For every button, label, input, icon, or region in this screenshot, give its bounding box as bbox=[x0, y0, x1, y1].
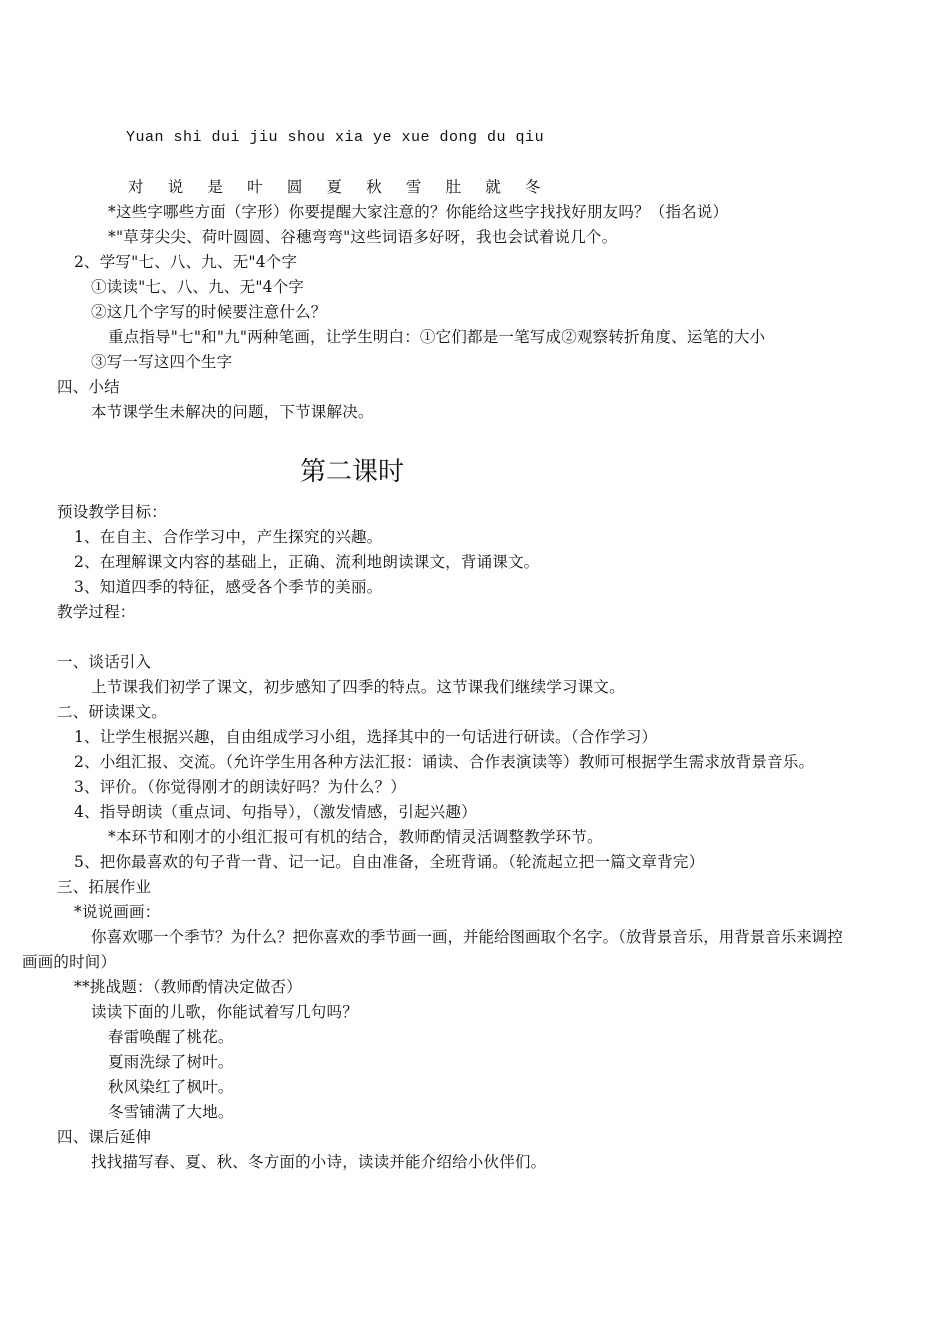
poem-line: 冬雪铺满了大地。 bbox=[108, 1103, 234, 1121]
text-line: 你喜欢哪一个季节？为什么？把你喜欢的季节画一画，并能给图画取个名字。（放背景音乐，用背景音乐来调控 bbox=[91, 928, 843, 946]
character: 肚 bbox=[445, 178, 462, 196]
character: 说 bbox=[167, 178, 184, 196]
character: 夏 bbox=[326, 178, 343, 196]
text-line: 本节课学生未解决的问题，下节课解决。 bbox=[91, 403, 374, 421]
section-heading: 三、拓展作业 bbox=[57, 878, 152, 896]
text-line: 1、让学生根据兴趣，自由组成学习小组，选择其中的一句话进行研读。（合作学习） bbox=[74, 728, 658, 746]
text-line: 2、小组汇报、交流。（允许学生用各种方法汇报：诵读、合作表演读等）教师可根据学生需求放背景音乐。 bbox=[74, 753, 815, 771]
text-line: 上节课我们初学了课文，初步感知了四季的特点。这节课我们继续学习课文。 bbox=[91, 678, 625, 696]
section-heading: 教学过程： bbox=[57, 603, 136, 621]
page-title: 第二课时 bbox=[300, 457, 405, 487]
section-heading: 四、课后延伸 bbox=[57, 1128, 152, 1146]
text-line: 2、在理解课文内容的基础上，正确、流利地朗读课文，背诵课文。 bbox=[74, 553, 540, 571]
text-line: **挑战题：（教师酌情决定做否） bbox=[74, 978, 302, 996]
text-line: ③写一写这四个生字 bbox=[91, 353, 233, 371]
text-line: *"草芽尖尖、荷叶圆圆、谷穗弯弯"这些词语多好呀，我也会试着说几个。 bbox=[108, 228, 618, 246]
character: 冬 bbox=[525, 178, 541, 196]
text-line: 重点指导"七"和"九"两种笔画，让学生明白：①它们都是一笔写成②观察转折角度、运笔的大小 bbox=[108, 328, 766, 346]
character: 对 bbox=[128, 178, 144, 196]
section-heading: 四、小结 bbox=[57, 378, 120, 396]
text-line: 读读下面的儿歌，你能试着写几句吗？ bbox=[91, 1003, 358, 1021]
section-heading: 预设教学目标： bbox=[57, 503, 167, 521]
text-line: *本环节和刚才的小组汇报可有机的结合，教师酌情灵活调整教学环节。 bbox=[108, 828, 603, 846]
text-line: 3、知道四季的特征，感受各个季节的美丽。 bbox=[74, 578, 383, 596]
text-line: 4、指导朗读（重点词、句指导），（激发情感，引起兴趣） bbox=[74, 803, 477, 821]
character: 雪 bbox=[405, 178, 422, 196]
text-line: 3、评价。（你觉得刚才的朗读好吗？为什么？） bbox=[74, 778, 407, 796]
pinyin-line: Yuan shi dui jiu shou xia ye xue dong du qiu bbox=[126, 129, 545, 146]
poem-line: 夏雨洗绿了树叶。 bbox=[108, 1053, 234, 1071]
text-line: 1、在自主、合作学习中，产生探究的兴趣。 bbox=[74, 528, 383, 546]
text-line: 画画的时间） bbox=[22, 953, 117, 971]
character: 就 bbox=[485, 178, 502, 196]
poem-line: 春雷唤醒了桃花。 bbox=[108, 1028, 234, 1046]
section-heading: 二、研读课文。 bbox=[57, 703, 167, 721]
character-row bbox=[128, 177, 565, 197]
text-line: 找找描写春、夏、秋、冬方面的小诗，读读并能介绍给小伙伴们。 bbox=[91, 1153, 547, 1171]
section-heading: 一、谈话引入 bbox=[57, 653, 152, 671]
character: 是 bbox=[207, 178, 224, 196]
character: 秋 bbox=[366, 178, 382, 196]
poem-line: 秋风染红了枫叶。 bbox=[108, 1078, 234, 1096]
text-line: 5、把你最喜欢的句子背一背、记一记。自由准备，全班背诵。（轮流起立把一篇文章背完） bbox=[74, 853, 705, 871]
character: 圆 bbox=[286, 178, 303, 196]
text-line: *说说画画： bbox=[74, 903, 161, 921]
text-line: ②这几个字写的时候要注意什么？ bbox=[91, 303, 327, 321]
text-line: *这些字哪些方面（字形）你要提醒大家注意的？你能给这些字找找好朋友吗？（指名说） bbox=[108, 203, 729, 221]
text-line: ①读读"七、八、九、无"4个字 bbox=[91, 278, 305, 296]
subheading: 2、学写"七、八、九、无"4个字 bbox=[74, 253, 298, 271]
character: 叶 bbox=[247, 178, 263, 196]
